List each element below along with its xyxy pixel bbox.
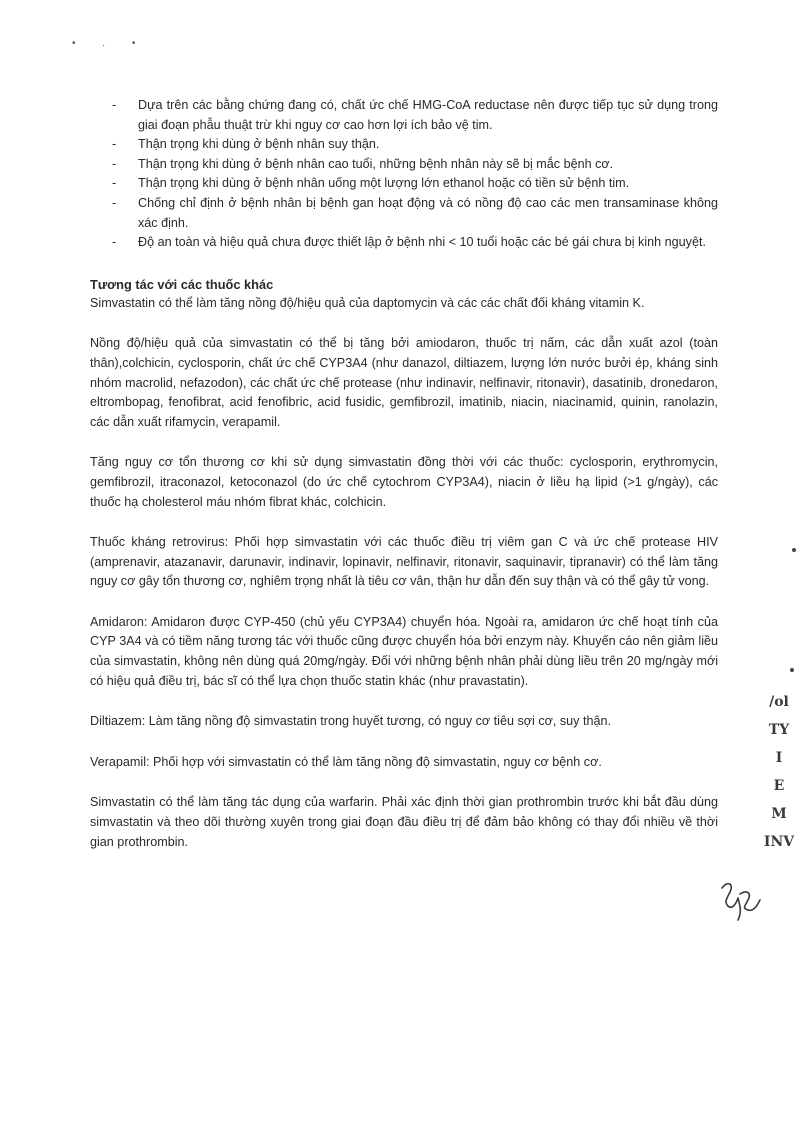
margin-stamp [762, 688, 796, 856]
scan-speck [790, 668, 794, 672]
caution-item: - Dựa trên các bằng chứng đang có, chất ức chế HMG-CoA reductase nên được tiếp tục sử dụng trong giai đoạn phẫu thuật trừ khi nguy cơ cao hơn lợi ích bảo vệ tim. [90, 96, 718, 135]
initials-signature [718, 876, 762, 926]
caution-item: - Thận trọng khi dùng ở bệnh nhân uống một lượng lớn ethanol hoặc có tiền sử bệnh tim. [90, 174, 718, 194]
stamp-fragment: M [771, 806, 787, 822]
scan-speck [792, 548, 796, 552]
interaction-paragraph: Simvastatin có thể làm tăng nồng độ/hiệu quả của daptomycin và các các chất đối kháng vitamin K. [90, 295, 645, 310]
stamp-fragment: /ol [769, 694, 789, 710]
interaction-paragraph: Tăng nguy cơ tổn thương cơ khi sử dụng simvastatin đồng thời với các thuốc: cyclosporin, erythromycin, gemfibrozil, itraconazol, ketoconazol (do ức chế cytochrom CYP3A4), niacin ở liều hạ lipid (>1 g/ngày), các thuốc hạ cholesterol máu nhóm fibrat khác, colchicin. [90, 455, 718, 509]
interaction-paragraph: Thuốc kháng retrovirus: Phối hợp simvastatin với các thuốc điều trị viêm gan C và ức chế protease HIV (amprenavir, atazanavir, darunavir, indinavir, lopinavir, nelfinavir, ritonavir, saquinavir, tipranavir) có thể làm tăng nguy cơ gây tổn thương cơ, nghiêm trọng nhất là tiêu cơ vân, thận hư dẫn đến suy thận và có thể gây tử vong. [90, 535, 718, 589]
caution-item: - Thận trọng khi dùng ở bệnh nhân suy thận. [90, 135, 718, 155]
caution-list [90, 96, 718, 253]
stamp-fragment: E [773, 778, 785, 794]
interaction-paragraph: Simvastatin có thể làm tăng tác dụng của warfarin. Phải xác định thời gian prothrombin trước khi bắt đầu dùng simvastatin và theo dõi thường xuyên trong giai đoạn đầu điều trị để đảm bảo không có thay đổi nhiều về thời gian prothrombin. [90, 795, 718, 849]
stamp-fragment: INV [763, 834, 795, 850]
stamp-fragment: I [775, 750, 783, 766]
interaction-paragraph: Verapamil: Phối hợp với simvastatin có thể làm tăng nồng độ simvastatin, nguy cơ bệnh cơ. [90, 754, 602, 769]
interaction-paragraph: Amidaron: Amidaron được CYP-450 (chủ yếu CYP3A4) chuyển hóa. Ngoài ra, amidaron ức chế hoạt tính của CYP 3A4 và có tiềm năng tương tác với thuốc cũng được chuyển hóa bởi enzym này. Khuyến cáo nên giảm liều của simvastatin, không nên dùng quá 20mg/ngày. Đối với những bệnh nhân phải dùng liều trên 20 mg/ngày mới có hiệu quả điều trị, bác sĩ có thể lựa chọn thuốc statin khác (như pravastatin). [90, 614, 718, 688]
caution-item: - Độ an toàn và hiệu quả chưa được thiết lập ở bệnh nhi < 10 tuổi hoặc các bé gái chưa bị kinh nguyệt. [90, 233, 718, 253]
interaction-paragraph: Diltiazem: Làm tăng nồng độ simvastatin trong huyết tương, có nguy cơ tiêu sợi cơ, suy thận. [90, 714, 611, 729]
document-body [90, 96, 718, 873]
stamp-fragment: TY [768, 722, 790, 738]
section-heading-interactions: Tương tác với các thuốc khác [90, 276, 274, 292]
caution-item: - Thận trọng khi dùng ở bệnh nhân cao tuổi, những bệnh nhân này sẽ bị mắc bệnh cơ. [90, 155, 718, 175]
scan-marks: • . • [72, 38, 148, 49]
interaction-paragraph: Nồng độ/hiệu quả của simvastatin có thể bị tăng bởi amiodaron, thuốc trị nấm, các dẫn xuất azol (toàn thân),colchicin, cyclosporin, chất ức chế CYP3A4 (như danazol, diltiazem, lượng lớn nước bưởi ép, kháng sinh nhóm macrolid, nefazodon), các chất ức chế protease (như indinavir, nelfinavir, ritonavir), dasatinib, dronedaron, eltrombopag, fenofibrat, acid fenofibric, acid fusidic, gemfibrozil, imatinib, niacin, niacinamid, quinin, ranolazin, các dẫn xuất rifamycin, verapamil. [90, 336, 718, 429]
caution-item: - Chống chỉ định ở bệnh nhân bị bệnh gan hoạt động và có nồng độ cao các men transaminase không xác định. [90, 194, 718, 233]
